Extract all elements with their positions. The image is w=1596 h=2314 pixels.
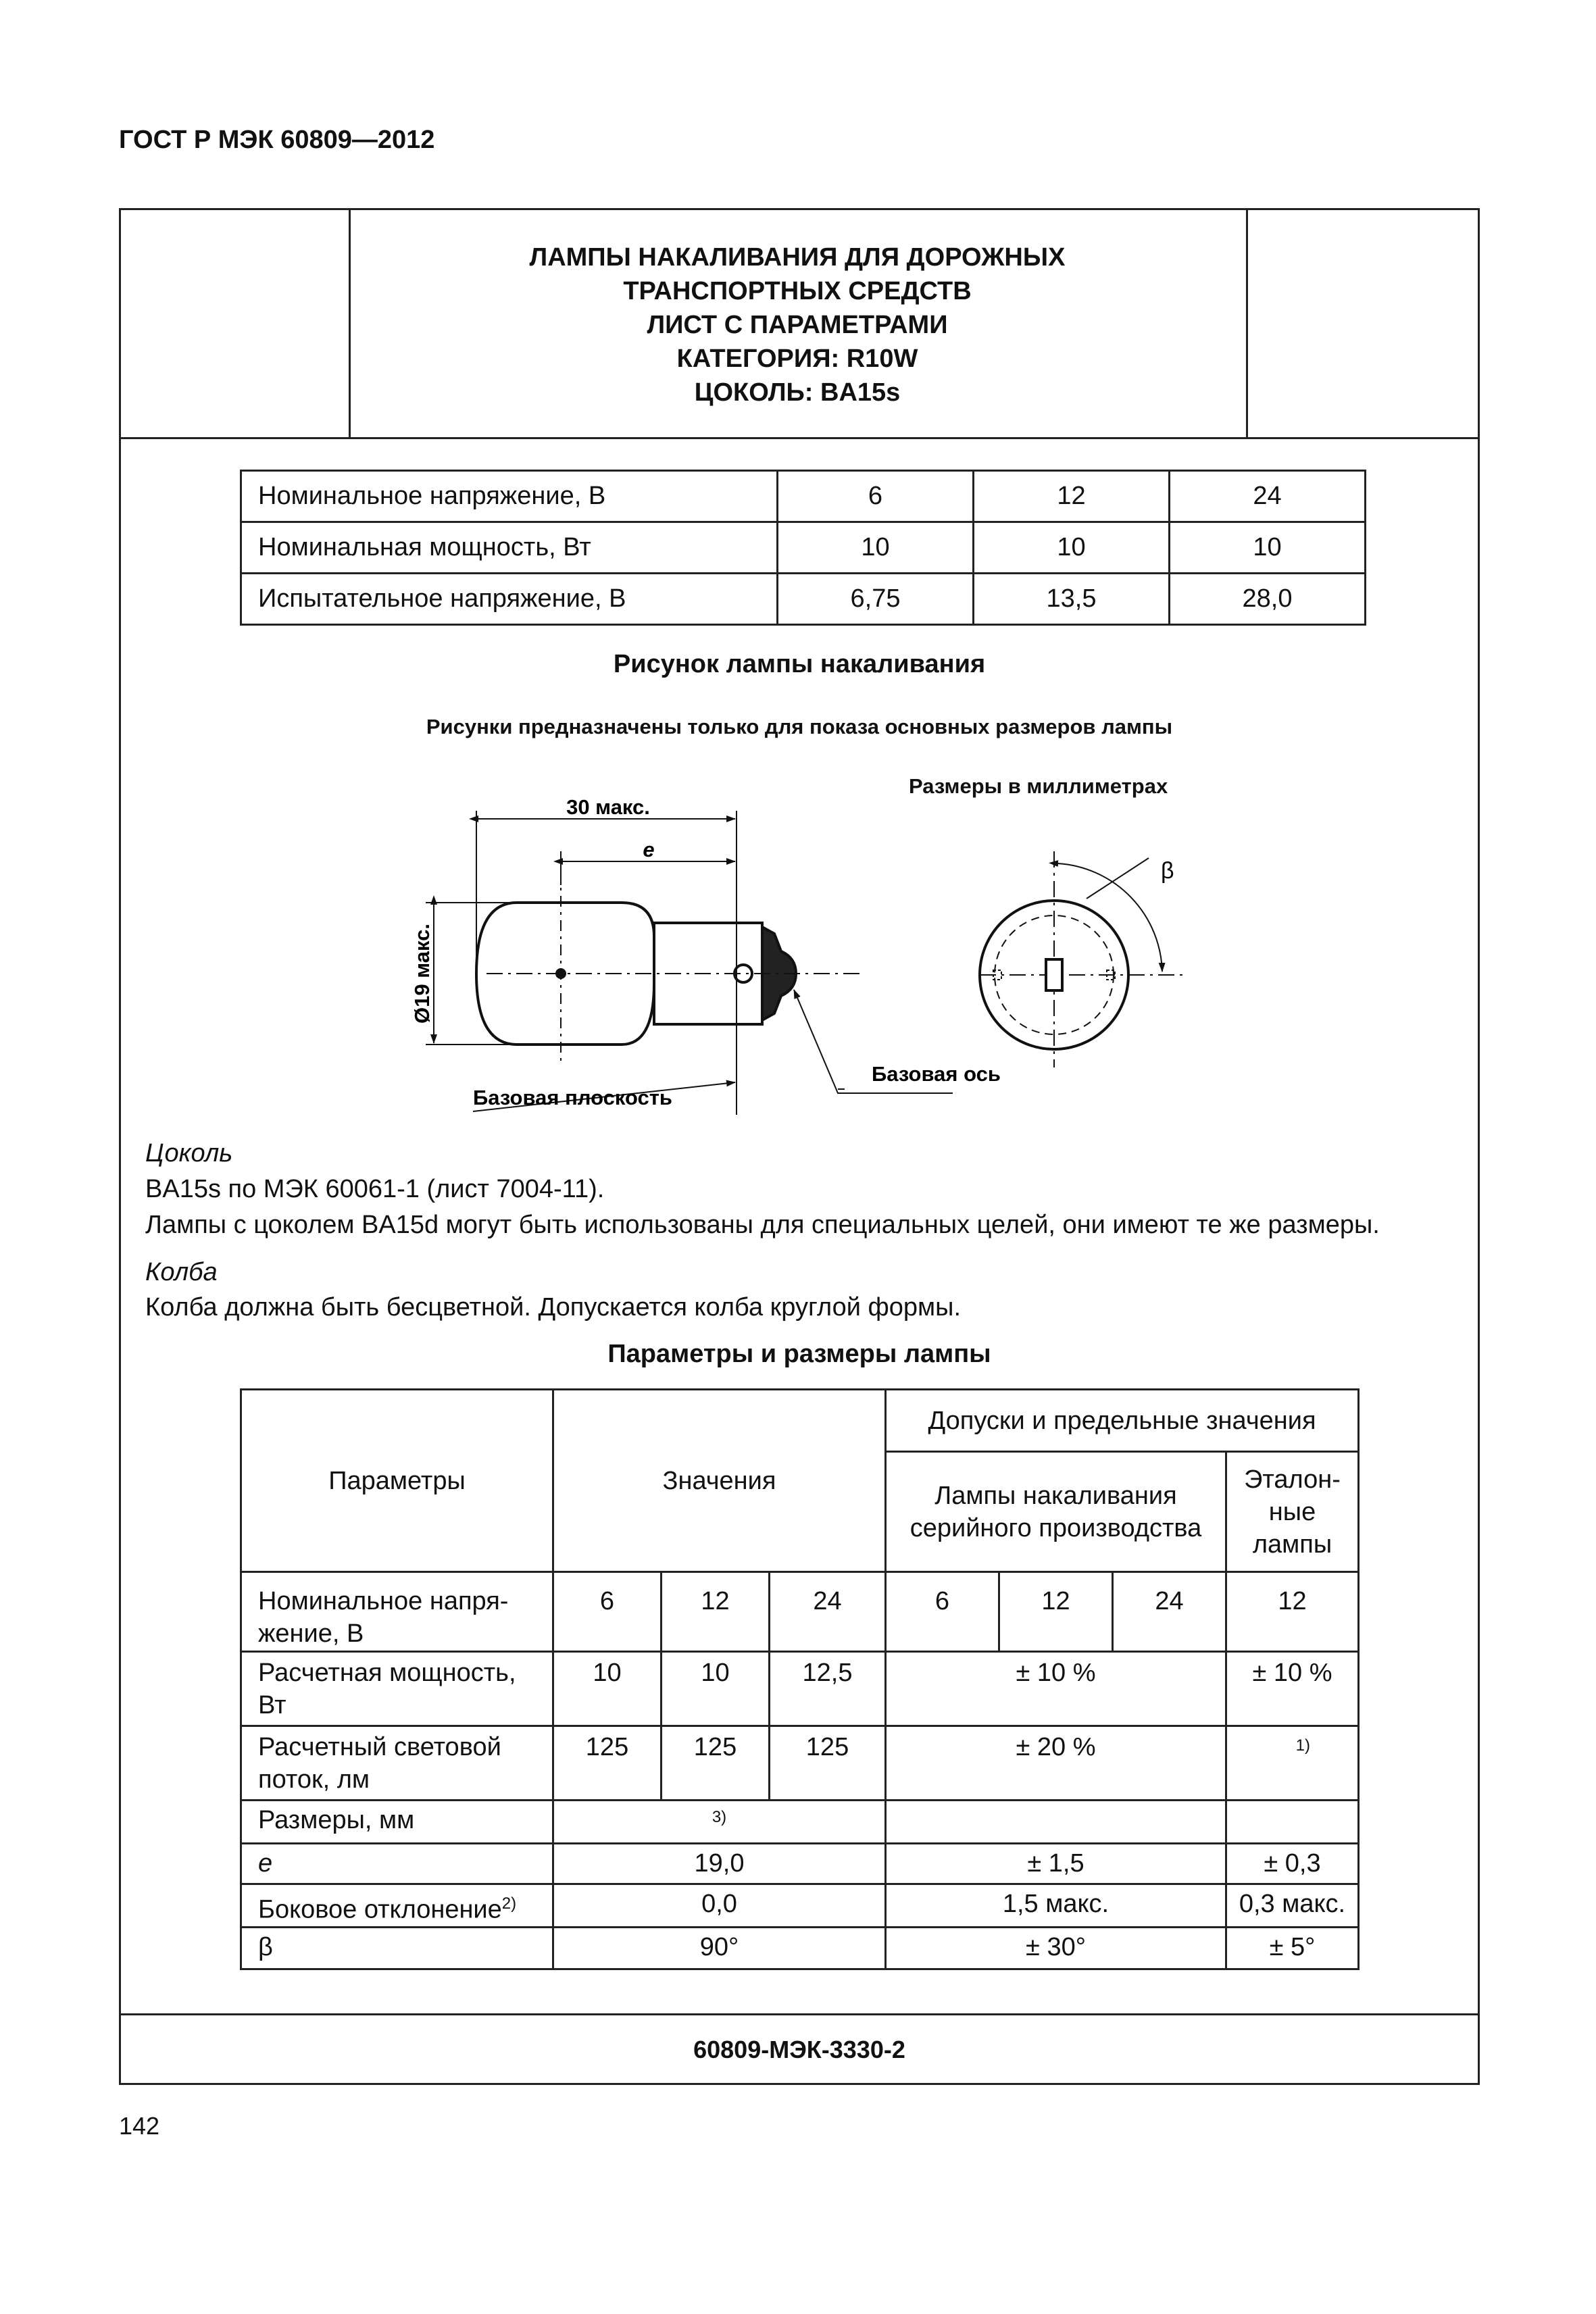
table-cell: 125 (770, 1726, 886, 1801)
table-cell: 10 (1170, 522, 1366, 574)
table-cell: 12 (1226, 1572, 1359, 1652)
title-line: ЦОКОЛЬ: BA15s (694, 378, 901, 407)
row-label: β (241, 1927, 553, 1969)
diameter-label: Ø19 макс. (410, 924, 434, 1024)
header-tolerances: Допуски и предельные значения (886, 1390, 1359, 1452)
row-label-line: Расчетный световой (258, 1733, 501, 1761)
row-label (241, 1652, 553, 1726)
row-label-text: Боковое отклонение (258, 1895, 502, 1924)
row-label (241, 1572, 553, 1652)
table-cell: 28,0 (1170, 574, 1366, 625)
bulb-heading: Колба (145, 1258, 218, 1286)
header-serial-line: серийного производства (909, 1513, 1202, 1542)
table-cell: 13,5 (974, 574, 1170, 625)
params-table-caption: Параметры и размеры лампы (607, 1340, 991, 1368)
table-cell: 10 (778, 522, 974, 574)
table-cell: 12 (662, 1572, 770, 1652)
table-cell: 24 (1170, 471, 1366, 522)
table-cell: 90° (553, 1927, 886, 1969)
table-row (241, 574, 1366, 625)
table-cell: ± 20 % (886, 1726, 1226, 1801)
footnote-ref: 2) (501, 1894, 517, 1913)
params-table (240, 1388, 1360, 1970)
table-cell: 6 (778, 471, 974, 522)
header-ref-line: ные (1268, 1497, 1316, 1526)
figure-note: Рисунки предназначены только для показа основных размеров лампы (426, 715, 1173, 738)
table-row (241, 522, 1366, 574)
table-cell: ± 5° (1226, 1927, 1359, 1969)
title-line: КАТЕГОРИЯ: R10W (676, 345, 918, 373)
table-cell: 125 (553, 1726, 662, 1801)
row-label-line: Расчетная мощность, (258, 1659, 516, 1687)
row-label: Размеры, мм (241, 1801, 553, 1844)
header-values: Значения (553, 1390, 886, 1572)
table-row (241, 471, 1366, 522)
table-cell: 10 (553, 1652, 662, 1726)
table-cell: 6 (886, 1572, 999, 1652)
table-cell: 0,3 макс. (1226, 1884, 1359, 1928)
row-label: Испытательное напряжение, В (241, 574, 778, 625)
base-heading: Цоколь (145, 1139, 233, 1167)
footnote-ref: 1) (1295, 1736, 1310, 1755)
beta-label: β (1161, 858, 1174, 884)
ratings-table (240, 470, 1366, 626)
row-label: Номинальное напряжение, В (241, 471, 778, 522)
bulb-text-line1: Колба должна быть бесцветной. Допускается колба круглой формы. (145, 1293, 962, 1322)
table-cell: 1,5 макс. (886, 1884, 1226, 1928)
header-ref-line: Эталон- (1244, 1465, 1341, 1494)
title-line: ТРАНСПОРТНЫХ СРЕДСТВ (623, 277, 972, 305)
header-ref-line: лампы (1252, 1530, 1332, 1559)
table-cell: 12 (999, 1572, 1113, 1652)
row-label (241, 1884, 553, 1928)
table-cell: 19,0 (553, 1844, 886, 1884)
table-row (241, 1726, 1359, 1801)
header-serial-line: Лампы накаливания (934, 1481, 1177, 1510)
sheet-title (351, 241, 1243, 409)
table-cell: 0,0 (553, 1884, 886, 1928)
table-cell: ± 1,5 (886, 1844, 1226, 1884)
table-cell: 10 (974, 522, 1170, 574)
table-cell (1226, 1726, 1359, 1801)
base-text-line1: BA15s по МЭК 60061-1 (лист 7004-11). (145, 1175, 605, 1203)
figure-caption: Рисунок лампы накаливания (613, 650, 986, 678)
title-line: ЛИСТ С ПАРАМЕТРАМИ (647, 311, 948, 339)
lamp-drawing (399, 784, 1230, 1135)
table-cell: 24 (1113, 1572, 1226, 1652)
table-row (241, 1844, 1359, 1884)
base-plane-label: Базовая плоскость (473, 1086, 672, 1109)
table-cell (553, 1801, 886, 1844)
row-label-line: поток, лм (258, 1765, 370, 1794)
table-cell: ± 10 % (886, 1652, 1226, 1726)
table-cell: 125 (662, 1726, 770, 1801)
header-serial (886, 1452, 1226, 1572)
table-cell (886, 1801, 1226, 1844)
header-reference (1226, 1452, 1359, 1572)
table-cell: 10 (662, 1652, 770, 1726)
header-params: Параметры (241, 1390, 553, 1572)
table-row (241, 1572, 1359, 1652)
table-cell: ± 30° (886, 1927, 1226, 1969)
table-cell: ± 0,3 (1226, 1844, 1359, 1884)
document-code: ГОСТ Р МЭК 60809—2012 (119, 126, 435, 154)
table-row (241, 1801, 1359, 1844)
table-row (241, 1652, 1359, 1726)
row-label-line: жение, В (258, 1619, 364, 1648)
base-text-line2: Лампы с цоколем BA15d могут быть использованы для специальных целей, они имеют те же размеры. (145, 1211, 1380, 1239)
table-cell: 12,5 (770, 1652, 886, 1726)
table-cell: 12 (974, 471, 1170, 522)
page-number: 142 (119, 2112, 160, 2140)
base-axis-label: Базовая ось (872, 1062, 1001, 1086)
row-label-line: Вт (258, 1691, 286, 1719)
table-cell: 6,75 (778, 574, 974, 625)
units-note: Размеры в миллиметрах (909, 774, 1168, 798)
table-header-row (241, 1390, 1359, 1452)
lamp-front-view (980, 851, 1182, 1067)
title-line: ЛАМПЫ НАКАЛИВАНИЯ ДЛЯ ДОРОЖНЫХ (529, 243, 1066, 272)
row-label: e (241, 1844, 553, 1884)
table-cell: 6 (553, 1572, 662, 1652)
row-label (241, 1726, 553, 1801)
row-label-line: Номинальное напря- (258, 1587, 509, 1615)
table-cell (1226, 1801, 1359, 1844)
max-length-label: 30 макс. (566, 795, 650, 819)
e-dimension-label: e (643, 838, 655, 861)
table-cell: 24 (770, 1572, 886, 1652)
table-row (241, 1927, 1359, 1969)
table-cell: ± 10 % (1226, 1652, 1359, 1726)
sheet-code: 60809-МЭК-3330-2 (693, 2036, 905, 2063)
footnote-ref: 3) (712, 1808, 727, 1826)
table-row (241, 1884, 1359, 1928)
row-label: Номинальная мощность, Вт (241, 522, 778, 574)
